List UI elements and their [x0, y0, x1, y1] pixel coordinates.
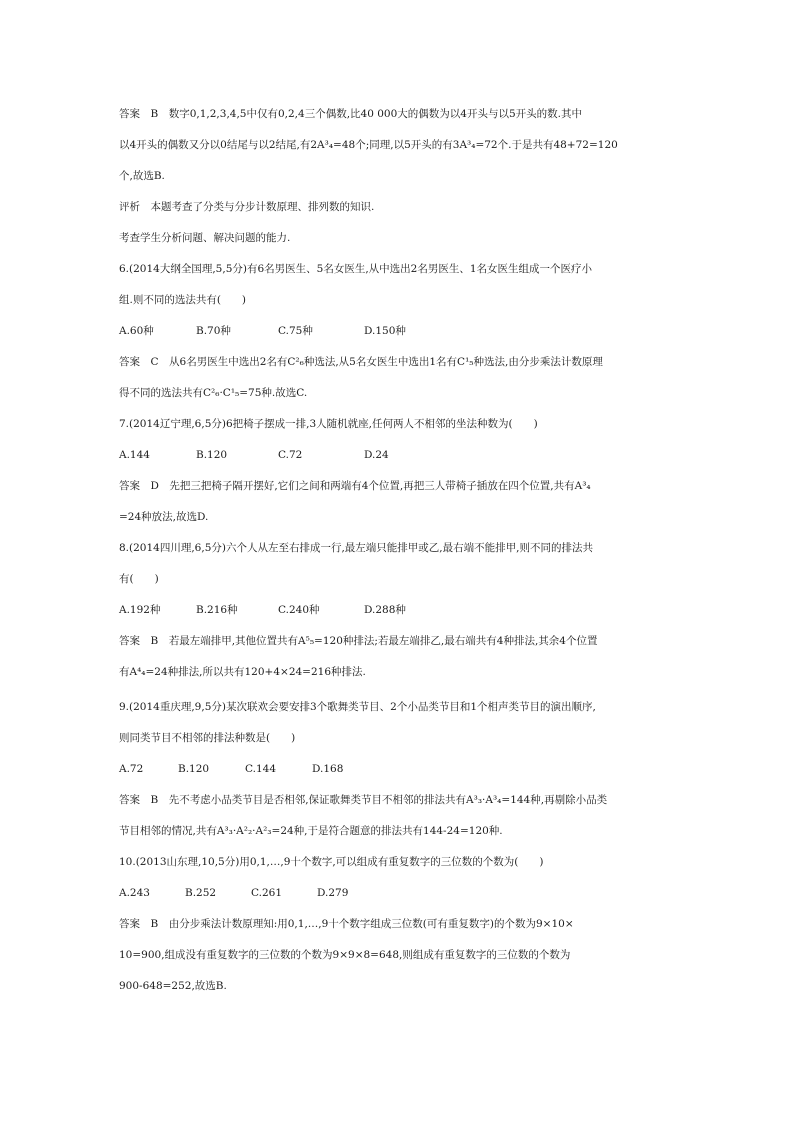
- option-d: D.24: [364, 449, 389, 461]
- option-c: C.72: [278, 449, 303, 461]
- answer-5-line-2: 以4开头的偶数又分以0结尾与以2结尾,有2A³₄=48个;同理,以5开头的有3A³₄=72个.于是共有48+72=120: [119, 139, 618, 151]
- answer-7-line-1: 答案 D 先把三把椅子隔开摆好,它们之间和两端有4个位置,再把三人带椅子插放在四个位置,共有A³₄: [119, 480, 591, 492]
- option-c: C.261: [251, 887, 283, 899]
- question-9-line-2: 则同类节目不相邻的排法种数是( ): [119, 732, 296, 744]
- question-8-options: [119, 603, 406, 617]
- question-7-options: [119, 448, 389, 462]
- answer-10-line-1: 答案 B 由分步乘法计数原理知:用0,1,…,9十个数字组成三位数(可有重复数字)的个数为9×10×: [119, 918, 574, 930]
- review-line-1: 评析 本题考查了分类与分步计数原理、排列数的知识.: [119, 201, 375, 213]
- answer-6-line-1: 答案 C 从6名男医生中选出2名有C²₆种选法,从5名女医生中选出1名有C¹₅种选法,由分步乘法计数原理: [119, 356, 603, 368]
- option-c: C.240种: [278, 604, 320, 616]
- answer-10-line-2: 10=900,组成没有重复数字的三位数的个数为9×9×8=648,则组成有重复数字的三位数的个数为: [119, 949, 571, 961]
- option-c: C.75种: [278, 325, 313, 337]
- answer-5-line-1: 答案 B 数字0,1,2,3,4,5中仅有0,2,4三个偶数,比40 000大的偶数为以4开头与以5开头的数.其中: [119, 108, 582, 120]
- option-b: B.252: [185, 887, 217, 899]
- option-d: D.288种: [364, 604, 406, 616]
- option-a: A.72: [119, 763, 144, 775]
- review-line-2: 考查学生分析问题、解决问题的能力.: [119, 232, 291, 244]
- answer-7-line-2: =24种放法,故选D.: [119, 511, 209, 523]
- option-b: B.70种: [196, 325, 231, 337]
- answer-8-line-2: 有A⁴₄=24种排法,所以共有120+4×24=216种排法.: [119, 666, 366, 678]
- question-9-line-1: 9.(2014重庆理,9,5分)某次联欢会要安排3个歌舞类节目、2个小品类节目和1个相声类节目的演出顺序,: [119, 701, 596, 713]
- option-a: A.243: [119, 887, 150, 899]
- answer-10-line-3: 900-648=252,故选B.: [119, 980, 227, 992]
- answer-9-line-1: 答案 B 先不考虑小品类节目是否相邻,保证歌舞类节目不相邻的排法共有A³₃·A³₄=144种,再剔除小品类: [119, 794, 608, 806]
- option-d: D.279: [317, 887, 349, 899]
- question-6-line-1: 6.(2014大纲全国理,5,5分)有6名男医生、5名女医生,从中选出2名男医生、1名女医生组成一个医疗小: [119, 263, 593, 275]
- question-9-options: [119, 762, 343, 776]
- question-8-line-1: 8.(2014四川理,6,5分)六个人从左至右排成一行,最左端只能排甲或乙,最右端不能排甲,则不同的排法共: [119, 542, 593, 554]
- option-b: B.120: [178, 763, 210, 775]
- option-b: B.120: [196, 449, 228, 461]
- question-10-options: [119, 886, 348, 900]
- answer-6-line-2: 得不同的选法共有C²₆·C¹₅=75种.故选C.: [119, 387, 308, 399]
- option-c: C.144: [245, 763, 277, 775]
- option-a: A.192种: [119, 604, 161, 616]
- option-a: A.144: [119, 449, 150, 461]
- question-10-line-1: 10.(2013山东理,10,5分)用0,1,…,9十个数字,可以组成有重复数字的三位数的个数为( ): [119, 856, 544, 868]
- option-d: D.150种: [364, 325, 406, 337]
- question-7-line-1: 7.(2014辽宁理,6,5分)6把椅子摆成一排,3人随机就座,任何两人不相邻的坐法种数为( ): [119, 418, 538, 430]
- answer-8-line-1: 答案 B 若最左端排甲,其他位置共有A⁵₅=120种排法;若最左端排乙,最右端共有4种排法,其余4个位置: [119, 635, 598, 647]
- option-d: D.168: [312, 763, 344, 775]
- question-6-line-2: 组.则不同的选法共有( ): [119, 294, 247, 306]
- question-6-options: [119, 324, 406, 338]
- option-b: B.216种: [196, 604, 238, 616]
- answer-5-line-3: 个,故选B.: [119, 170, 165, 182]
- option-a: A.60种: [119, 325, 154, 337]
- answer-9-line-2: 节目相邻的情况,共有A³₃·A²₂·A²₃=24种,于是符合题意的排法共有144-24=120种.: [119, 825, 503, 837]
- question-8-line-2: 有( ): [119, 573, 159, 585]
